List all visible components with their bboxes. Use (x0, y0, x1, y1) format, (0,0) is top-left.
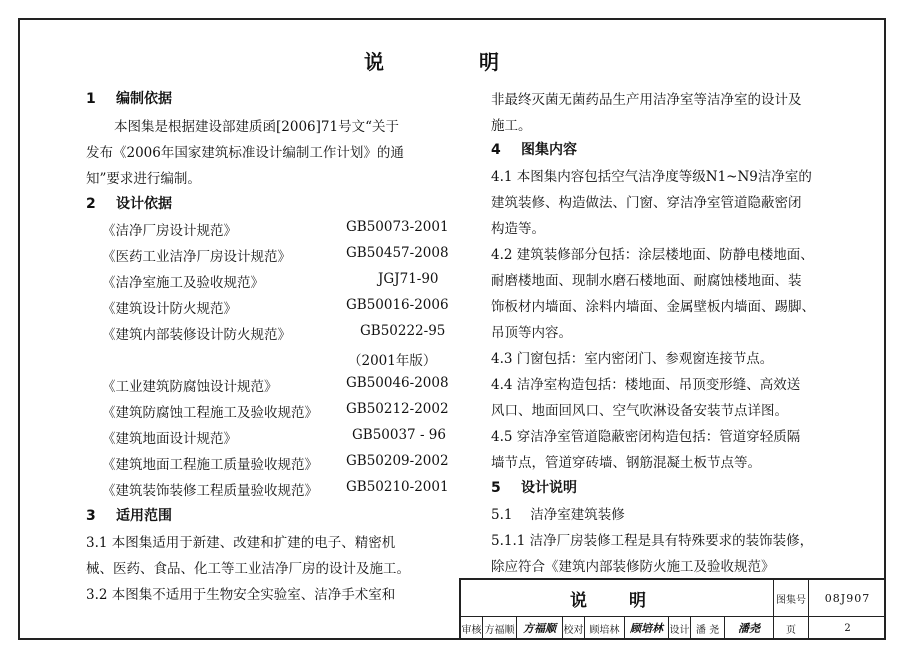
section-4-text: 4.3 门窗包括：室内密闭门、参观窗连接节点。 (491, 351, 774, 367)
title-block-row-top (461, 580, 886, 617)
design-label: 设计 (669, 616, 691, 640)
design-signature: 潘尧 (725, 616, 774, 640)
section-4-text: 4.2 建筑装修部分包括：涂层楼地面、防静电楼地面、 (491, 247, 814, 263)
section-4-text: 4.5 穿洁净室管道隐蔽密闭构造包括：管道穿轻质隔 (491, 429, 801, 445)
atlas-number-label: 图集号 (774, 580, 809, 616)
standard-code: GB50046-2008 (346, 375, 449, 391)
standard-code: GB50073-2001 (346, 219, 449, 235)
section-3-heading: 3 适用范围 (86, 508, 172, 524)
standard-name: 《洁净厂房设计规范》 (102, 223, 237, 239)
standard-code: JGJ71-90 (378, 271, 439, 287)
section-5-text: 除应符合《建筑内部装修防火施工及验收规范》 (491, 559, 775, 575)
title-block-row-bottom (461, 616, 886, 640)
title-block-title: 说 明 (461, 580, 774, 616)
section-3-text: 3.1 本图集适用于新建、改建和扩建的电子、精密机 (86, 535, 396, 551)
section-4-text: 4.4 洁净室构造包括：楼地面、吊顶变形缝、高效送 (491, 377, 801, 393)
standard-name: 《工业建筑防腐蚀设计规范》 (102, 379, 278, 395)
standard-code: GB50209-2002 (346, 453, 449, 469)
check-signature: 顾培林 (625, 616, 669, 640)
page-label: 页 (774, 616, 809, 640)
review-signature: 方福顺 (517, 616, 563, 640)
section-2-heading: 2 设计依据 (86, 196, 172, 212)
title-block (459, 578, 886, 640)
section-3-text: 3.2 本图集不适用于生物安全实验室、洁净手术室和 (86, 587, 396, 603)
section-3-text: 非最终灭菌无菌药品生产用洁净室等洁净室的设计及 (491, 92, 802, 108)
standard-name: 《建筑地面设计规范》 (102, 431, 237, 447)
standard-name: 《建筑地面工程施工质量验收规范》 (102, 457, 318, 473)
page-number: 2 (844, 622, 851, 634)
page-title: 说 明 (364, 50, 543, 74)
section-4-text: 建筑装修、构造做法、门窗、穿洁净室管道隐蔽密闭 (491, 195, 802, 211)
standard-name: 《医药工业洁净厂房设计规范》 (102, 249, 291, 265)
standard-name: 《建筑装饰装修工程质量验收规范》 (102, 483, 318, 499)
section-4-text: 吊顶等内容。 (491, 325, 572, 341)
standard-code: GB50016-2006 (346, 297, 449, 313)
section-3-text: 械、医药、食品、化工等工业洁净厂房的设计及施工。 (86, 561, 410, 577)
standard-code: GB50210-2001 (346, 479, 449, 495)
check-name: 顾培林 (585, 616, 625, 640)
section-5-text: 5.1 洁净室建筑装修 (491, 507, 625, 523)
standard-code: GB50457-2008 (346, 245, 449, 261)
section-1-text: 本图集是根据建设部建质函[2006]71号文“关于 (114, 119, 399, 135)
section-1-text: 知”要求进行编制。 (86, 171, 201, 187)
section-4-text: 饰板材内墙面、涂料内墙面、金属壁板内墙面、踢脚、 (491, 299, 815, 315)
section-5-text: 5.1.1 洁净厂房装修工程是具有特殊要求的装饰装修， (491, 533, 814, 549)
standard-code: GB50037 - 96 (352, 427, 446, 443)
standard-name: 《建筑内部装修设计防火规范》 (102, 327, 291, 343)
section-4-text: 构造等。 (491, 221, 545, 237)
section-1-text: 发布《2006年国家建筑标准设计编制工作计划》的通 (86, 145, 404, 161)
review-label: 审核 (461, 616, 483, 640)
section-3-text: 施工。 (491, 118, 532, 134)
standard-code: GB50212-2002 (346, 401, 449, 417)
review-name: 方福顺 (483, 616, 517, 640)
section-4-text: 墙节点，管道穿砖墙、钢筋混凝土板节点等。 (491, 455, 761, 471)
standard-code: GB50222-95 (360, 323, 446, 339)
standard-name: 《建筑防腐蚀工程施工及验收规范》 (102, 405, 318, 421)
section-4-heading: 4 图集内容 (491, 142, 577, 158)
section-4-text: 风口、地面回风口、空气吹淋设备安装节点详图。 (491, 403, 788, 419)
design-name: 潘 尧 (691, 616, 725, 640)
atlas-number: 08J907 (824, 591, 871, 605)
section-4-text: 耐磨楼地面、现制水磨石楼地面、耐腐蚀楼地面、装 (491, 273, 802, 289)
check-label: 校对 (563, 616, 585, 640)
section-4-text: 4.1 本图集内容包括空气洁净度等级N1~N9洁净室的 (491, 169, 812, 185)
standard-name: 《洁净室施工及验收规范》 (102, 275, 264, 291)
standard-name: 《建筑设计防火规范》 (102, 301, 237, 317)
standard-edition: （2001年版） (348, 353, 437, 369)
section-1-heading: 1 编制依据 (86, 91, 172, 107)
section-5-heading: 5 设计说明 (491, 480, 577, 496)
